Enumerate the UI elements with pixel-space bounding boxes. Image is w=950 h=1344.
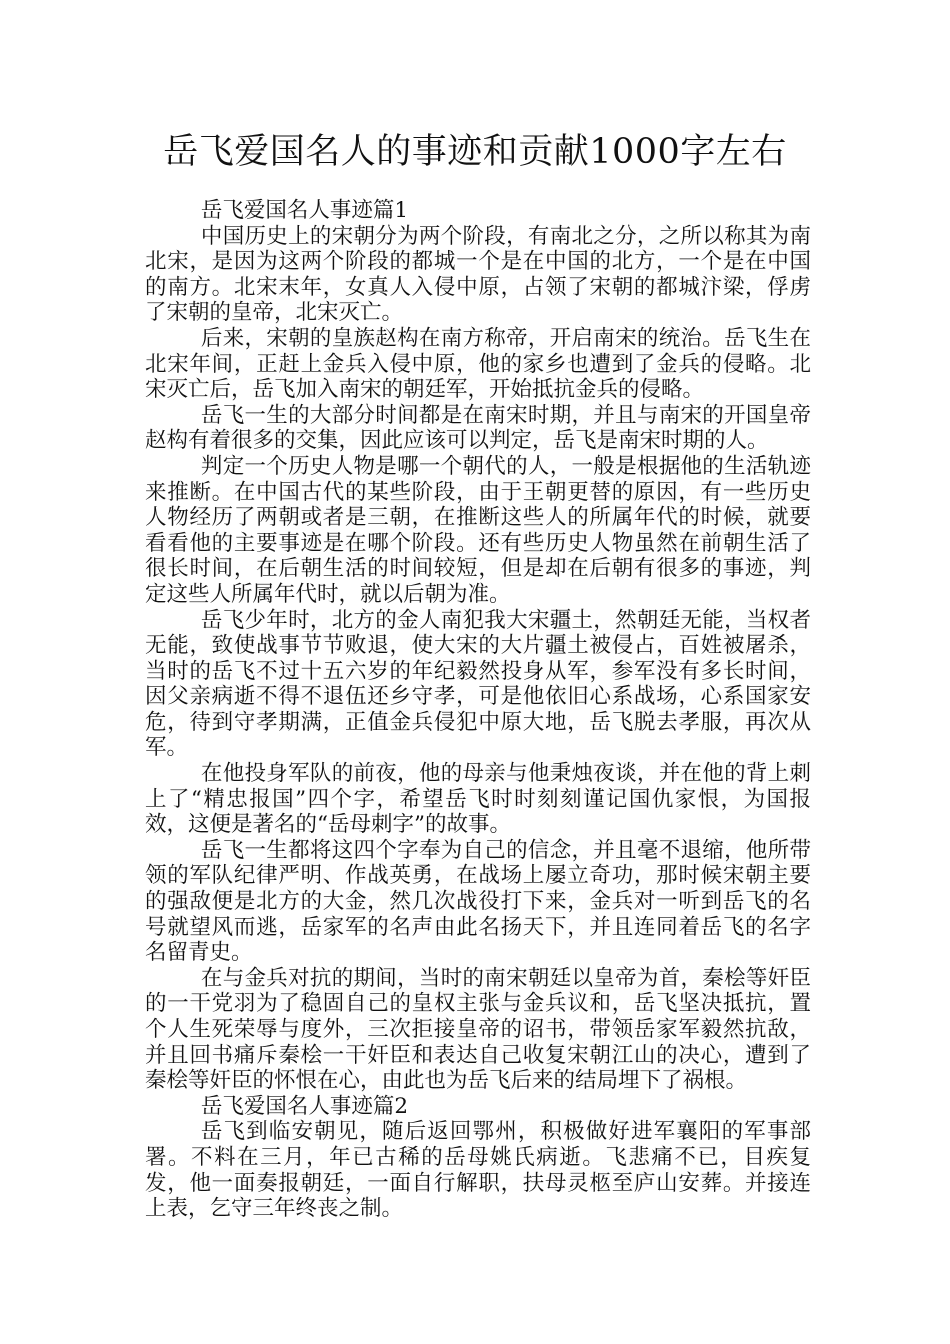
document-title: 岳飞爱国名人的事迹和贡献1000字左右 <box>163 132 787 172</box>
section-heading: 岳飞爱国名人事迹篇1 <box>200 198 409 223</box>
paragraph: 岳飞一生的大部分时间都是在南宋时期，并且与南宋的开国皇帝赵构有着很多的交集，因此应该可以判定，岳飞是南宋时期的人。 <box>145 402 811 454</box>
paragraph: 岳飞少年时，北方的金人南犯我大宋疆土，然朝廷无能，当权者无能，致使战事节节败退，使大宋的大片疆土被侵占，百姓被屠杀，当时的岳飞不过十五六岁的年纪毅然投身从军，参军没有多长时间，因父亲病逝不得不退伍还乡守孝，可是他依旧心系战场，心系国家安危，待到守孝期满，正值金兵侵犯中原大地，岳飞脱去孝服，再次从军。 <box>145 607 811 761</box>
document-body <box>145 198 811 1222</box>
paragraph: 中国历史上的宋朝分为两个阶段，有南北之分，之所以称其为南北宋，是因为这两个阶段的都城一个是在中国的北方，一个是在中国的南方。北宋末年，女真人入侵中原，占领了宋朝的都城汴梁，俘虏了宋朝的皇帝，北宋灭亡。 <box>145 223 811 326</box>
paragraph: 岳飞一生都将这四个字奉为自己的信念，并且毫不退缩，他所带领的军队纪律严明、作战英勇，在战场上屡立奇功，那时候宋朝主要的强敌便是北方的大金，然几次战役打下来，金兵对一听到岳飞的名号就望风而逃，岳家军的名声由此名扬天下，并且连同着岳飞的名字名留青史。 <box>145 837 811 966</box>
paragraph: 在与金兵对抗的期间，当时的南宋朝廷以皇帝为首，秦桧等奸臣的一干党羽为了稳固自己的皇权主张与金兵议和，岳飞坚决抵抗，置个人生死荣辱与度外，三次拒接皇帝的诏书，带领岳家军毅然抗敌，并且回书痛斥秦桧一干奸臣和表达自己收复宋朝江山的决心，遭到了秦桧等奸臣的怀恨在心，由此也为岳飞后来的结局埋下了祸根。 <box>145 965 811 1094</box>
paragraph: 岳飞到临安朝见，随后返回鄂州，积极做好进军襄阳的军事部署。不料在三月，年已古稀的岳母姚氏病逝。飞悲痛不已，目疾复发，他一面奏报朝廷，一面自行解职，扶母灵柩至庐山安葬。并接连上表，乞守三年终丧之制。 <box>145 1119 811 1222</box>
paragraph: 后来，宋朝的皇族赵构在南方称帝，开启南宋的统治。岳飞生在北宋年间，正赶上金兵入侵中原，他的家乡也遭到了金兵的侵略。北宋灭亡后，岳飞加入南宋的朝廷军，开始抵抗金兵的侵略。 <box>145 325 811 403</box>
paragraph: 判定一个历史人物是哪一个朝代的人，一般是根据他的生活轨迹来推断。在中国古代的某些阶段，由于王朝更替的原因，有一些历史人物经历了两朝或者是三朝，在推断这些人的所属年代的时候，就要看看他的主要事迹是在哪个阶段。还有些历史人物虽然在前朝生活了很长时间，在后朝生活的时间较短，但是却在后朝有很多的事迹，判定这些人所属年代时，就以后朝为准。 <box>145 453 811 607</box>
paragraph: 在他投身军队的前夜，他的母亲与他秉烛夜谈，并在他的背上刺上了“精忠报国”四个字，希望岳飞时时刻刻谨记国仇家恨，为国报效，这便是著名的“岳母刺字”的故事。 <box>145 761 811 838</box>
section-heading: 岳飞爱国名人事迹篇2 <box>200 1093 409 1119</box>
